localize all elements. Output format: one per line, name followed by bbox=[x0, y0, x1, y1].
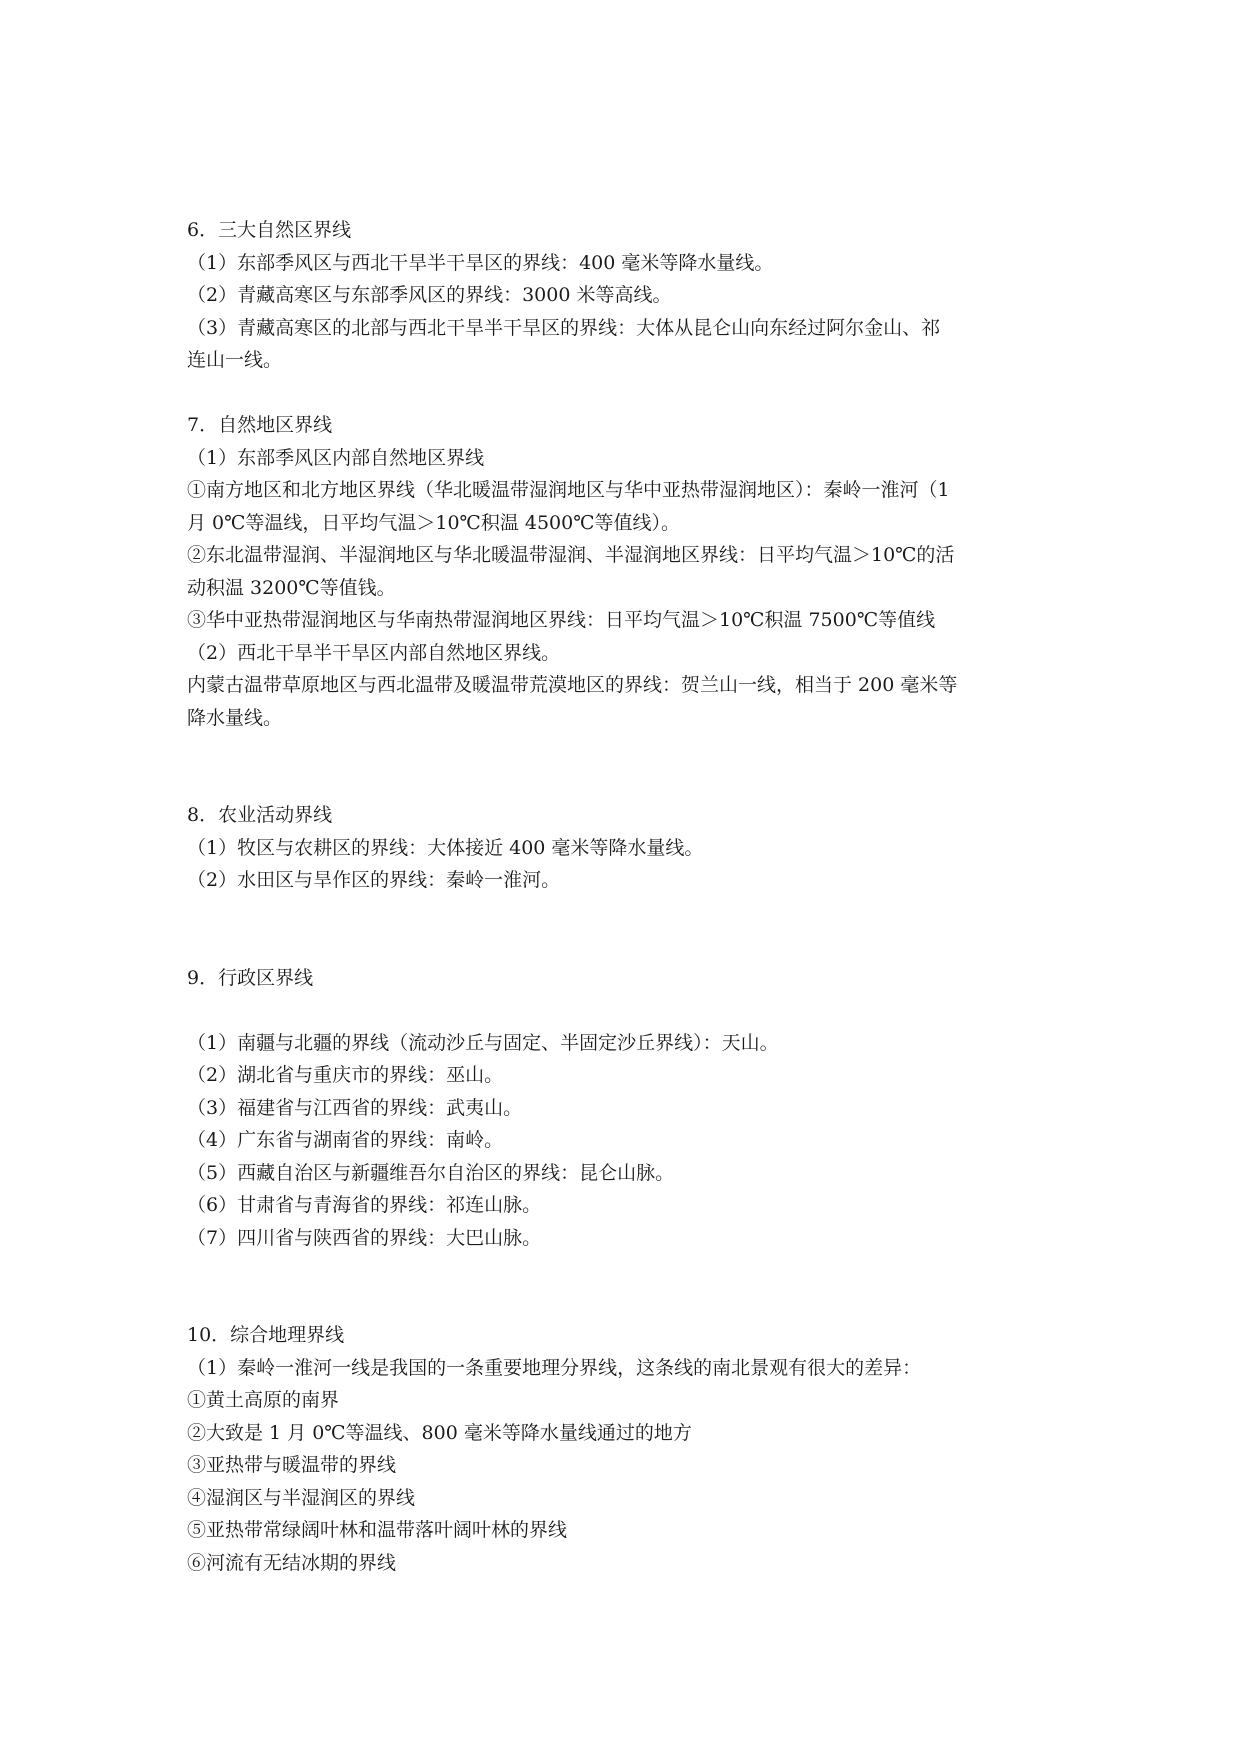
section-8-heading: 8．农业活动界线 bbox=[187, 804, 333, 826]
section-6-line-3a: （3）青藏高寒区的北部与西北干旱半干旱区的界线：大体从昆仑山向东经过阿尔金山、祁 bbox=[187, 316, 941, 339]
section-7-line-4: ③华中亚热带湿润地区与华南热带湿润地区界线：日平均气温＞10℃积温 7500℃等值线 bbox=[187, 609, 936, 631]
section-8-line-2: （2）水田区与旱作区的界线：秦岭一淮河。 bbox=[187, 869, 561, 891]
section-7-line-5: （2）西北干旱半干旱区内部自然地区界线。 bbox=[187, 641, 561, 664]
section-9-line-5: （5）西藏自治区与新疆维吾尔自治区的界线：昆仑山脉。 bbox=[187, 1161, 675, 1184]
section-10-line-7: ⑥河流有无结冰期的界线 bbox=[187, 1551, 397, 1574]
spacer bbox=[187, 1254, 1063, 1319]
spacer bbox=[187, 897, 1063, 962]
section-7-line-6b: 降水量线。 bbox=[187, 706, 283, 729]
section-10-line-3: ②大致是 1 月 0℃等温线、800 毫米等降水量线通过的地方 bbox=[187, 1421, 692, 1444]
section-9-line-4: （4）广东省与湖南省的界线：南岭。 bbox=[187, 1129, 504, 1151]
section-9-line-6: （6）甘肃省与青海省的界线：祁连山脉。 bbox=[187, 1194, 542, 1216]
section-9-line-1: （1）南疆与北疆的界线（流动沙丘与固定、半固定沙丘界线）：天山。 bbox=[187, 1031, 779, 1054]
section-9-line-7: （7）四川省与陕西省的界线：大巴山脉。 bbox=[187, 1226, 542, 1249]
section-9-line-3: （3）福建省与江西省的界线：武夷山。 bbox=[187, 1096, 523, 1119]
section-7-line-6a: 内蒙古温带草原地区与西北温带及暖温带荒漠地区的界线：贺兰山一线，相当于 200 毫米等 bbox=[187, 674, 958, 696]
section-7-line-2b: 月 0℃等温线，日平均气温＞10℃积温 4500℃等值线）。 bbox=[187, 511, 680, 534]
section-10-line-1: （1）秦岭一淮河一线是我国的一条重要地理分界线，这条线的南北景观有很大的差异： bbox=[187, 1356, 922, 1379]
section-7-line-3a: ②东北温带湿润、半湿润地区与华北暖温带湿润、半湿润地区界线：日平均气温＞10℃的活 bbox=[187, 544, 955, 566]
section-7-heading: 7．自然地区界线 bbox=[187, 414, 333, 436]
section-8-line-1: （1）牧区与农耕区的界线：大体接近 400 毫米等降水量线。 bbox=[187, 836, 704, 859]
spacer bbox=[187, 994, 1063, 1027]
section-10-line-2: ①黄土高原的南界 bbox=[187, 1389, 340, 1411]
section-6-line-1: （1）东部季风区与西北干旱半干旱区的界线：400 毫米等降水量线。 bbox=[187, 251, 774, 274]
section-9-heading: 9．行政区界线 bbox=[187, 966, 314, 989]
section-9-line-2: （2）湖北省与重庆市的界线：巫山。 bbox=[187, 1064, 504, 1086]
section-10-line-5: ④湿润区与半湿润区的界线 bbox=[187, 1486, 416, 1509]
section-7-line-1: （1）东部季风区内部自然地区界线 bbox=[187, 446, 485, 469]
spacer bbox=[187, 377, 1063, 410]
section-10-heading: 10．综合地理界线 bbox=[187, 1324, 345, 1346]
section-10-line-4: ③亚热带与暖温带的界线 bbox=[187, 1454, 397, 1476]
section-6-line-2: （2）青藏高寒区与东部季风区的界线：3000 米等高线。 bbox=[187, 284, 672, 306]
document-page bbox=[187, 214, 1063, 1579]
section-6-line-3b: 连山一线。 bbox=[187, 349, 283, 371]
spacer bbox=[187, 734, 1063, 799]
section-10-line-6: ⑤亚热带常绿阔叶林和温带落叶阔叶林的界线 bbox=[187, 1519, 568, 1541]
section-7-line-3b: 动积温 3200℃等值钱。 bbox=[187, 576, 396, 599]
section-6-heading: 6．三大自然区界线 bbox=[187, 219, 352, 241]
section-7-line-2a: ①南方地区和北方地区界线（华北暖温带湿润地区与华中亚热带湿润地区）：秦岭一淮河（1 bbox=[187, 479, 950, 501]
